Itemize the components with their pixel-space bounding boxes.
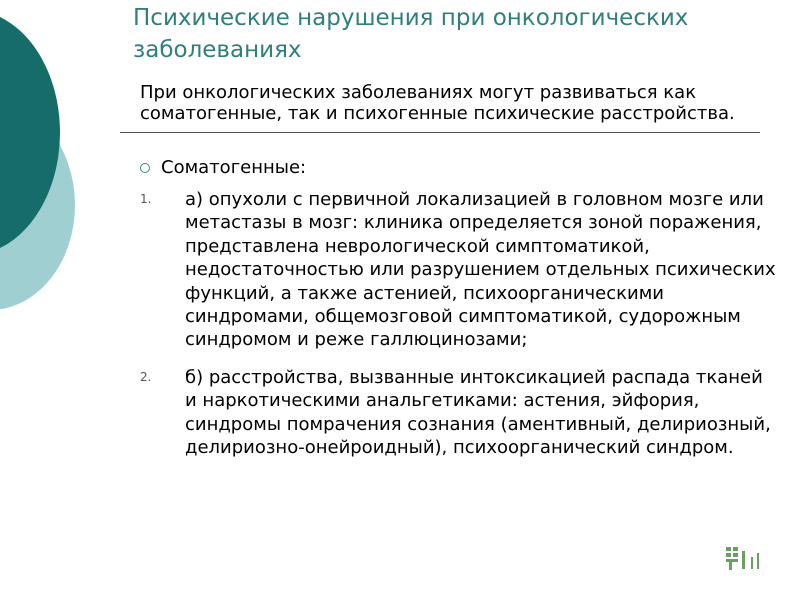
numbered-list <box>140 188 780 473</box>
list-item-number: 1. <box>140 192 152 206</box>
divider-line <box>120 132 760 133</box>
intro-text: При онкологических заболеваниях могут развиваться как соматогенные, так и психогенные психические расстройства. <box>140 82 735 124</box>
list-item-text: а) опухоли с первичной локализацией в головном мозге или метастазы в мозг: клиника определяется зоной поражения, представлена неврологической симптоматикой, недостаточностью или разрушением отдельных психических функций, а также астенией, психоорганическими синдромами, общемозговой симптоматикой, судорожным синдромом и реже галлюцинозами; <box>185 189 776 351</box>
bullet-circle-icon <box>140 163 150 173</box>
slide-title: Психические нарушения при онкологических заболеваниях <box>133 5 689 63</box>
bullet-row <box>140 157 306 178</box>
list-item <box>140 366 780 460</box>
list-item-number: 2. <box>140 369 152 384</box>
list-item-text: б) расстройства, вызванные интоксикацией распада тканей и наркотическими анальгетиками: астения, эйфория, синдромы помрачения сознания (аментивный, делириозный, делириозно-онейроидный), психоорганический синдром. <box>185 366 771 459</box>
bullet-text: Соматогенные: <box>161 157 307 178</box>
watermark-logo-icon <box>724 543 764 573</box>
list-item <box>140 188 780 352</box>
